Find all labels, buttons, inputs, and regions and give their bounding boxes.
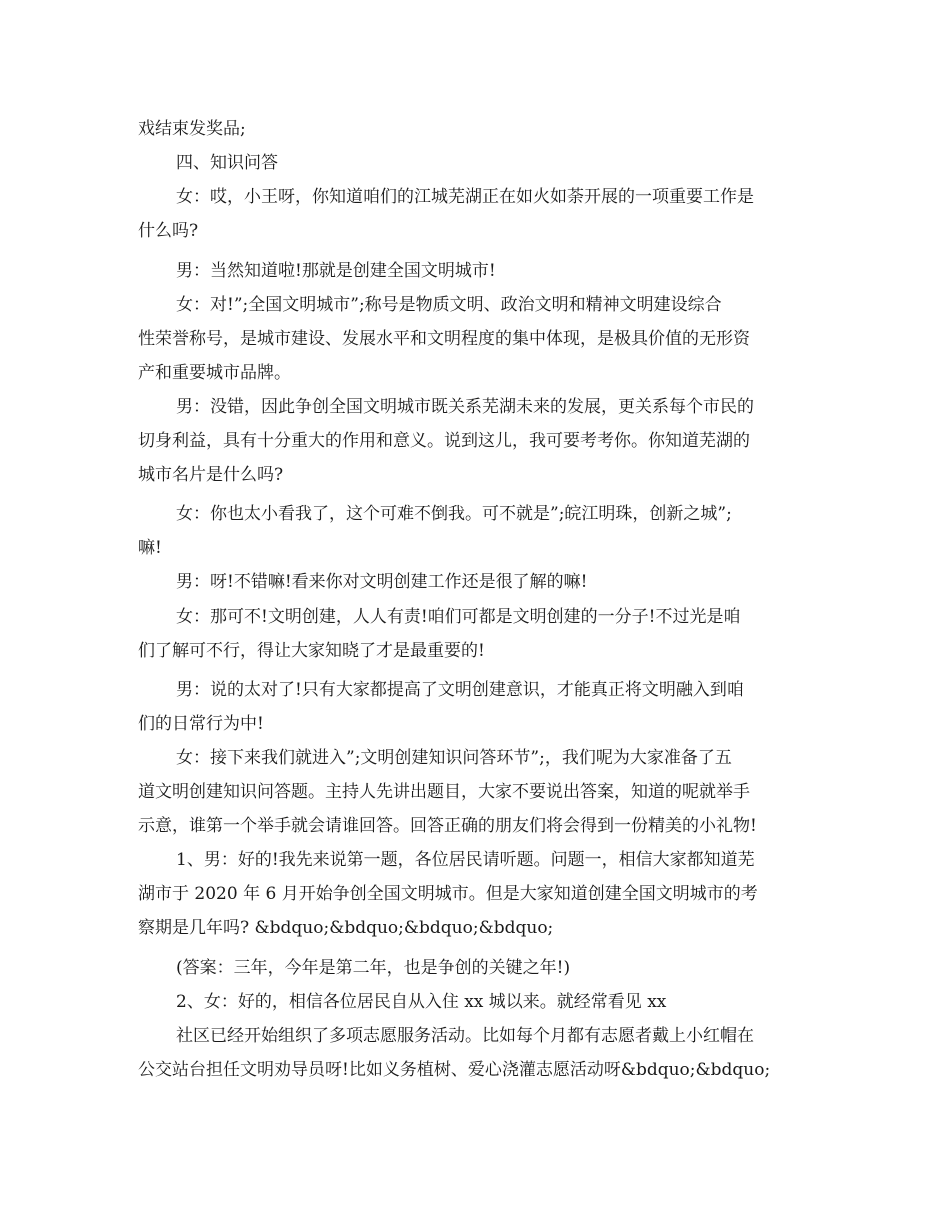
text-line: 女：接下来我们就进入”;文明创建知识问答环节”;，我们呢为大家准备了五 [176,748,732,768]
text-line: 女：那可不!文明创建，人人有责!咱们可都是文明创建的一分子!不过光是咱 [176,607,741,627]
text-line: 们了解可不行，得让大家知晓了才是最重要的! [138,641,485,661]
text-line: 湖市于 2020 年 6 月开始争创全国文明城市。但是大家知道创建全国文明城市的考 [138,884,758,904]
text-line: 戏结束发奖品; [138,119,246,139]
text-line: 嘛! [138,538,162,558]
text-line: 产和重要城市品牌。 [138,363,291,383]
text-line: 女：哎，小王呀，你知道咱们的江城芜湖正在如火如荼开展的一项重要工作是 [176,187,754,207]
text-line: 城市名片是什么吗? [138,465,284,485]
text-line: 1、男：好的!我先来说第一题，各位居民请听题。问题一，相信大家都知道芜 [176,850,755,870]
text-line: 切身利益，具有十分重大的作用和意义。说到这儿，我可要考考你。你知道芜湖的 [138,431,750,451]
section-heading: 四、知识问答 [176,153,278,173]
text-line: 们的日常行为中! [138,714,264,734]
text-line: 男：说的太对了!只有大家都提高了文明创建意识，才能真正将文明融入到咱 [176,680,744,700]
text-line: 2、女：好的，相信各位居民自从入住 xx 城以来。就经常看见 xx [176,992,667,1012]
text-line: 公交站台担任文明劝导员呀!比如义务植树、爱心浇灌志愿活动呀&bdquo;&bdquo; [138,1060,771,1080]
text-line: 男：呀!不错嘛!看来你对文明创建工作还是很了解的嘛! [176,572,588,592]
text-line: 性荣誉称号，是城市建设、发展水平和文明程度的集中体现，是极具价值的无形资 [138,329,750,349]
text-line: 男：当然知道啦!那就是创建全国文明城市! [176,261,496,281]
answer-line: (答案：三年，今年是第二年，也是争创的关键之年!) [176,958,571,978]
text-line: 示意，谁第一个举手就会请谁回答。回答正确的朋友们将会得到一份精美的小礼物! [138,816,757,836]
text-line: 什么吗? [138,221,199,241]
text-line: 社区已经开始组织了多项志愿服务活动。比如每个月都有志愿者戴上小红帽在 [176,1026,754,1046]
text-line: 察期是几年吗? &bdquo;&bdquo;&bdquo;&bdquo; [138,918,554,938]
text-line: 男：没错，因此争创全国文明城市既关系芜湖未来的发展，更关系每个市民的 [176,397,754,417]
text-line: 女：你也太小看我了，这个可难不倒我。可不就是”;皖江明珠，创新之城”; [176,504,732,524]
text-line: 女：对!”;全国文明城市”;称号是物质文明、政治文明和精神文明建设综合 [176,295,722,315]
text-line: 道文明创建知识问答题。主持人先讲出题目，大家不要说出答案，知道的呢就举手 [138,782,750,802]
